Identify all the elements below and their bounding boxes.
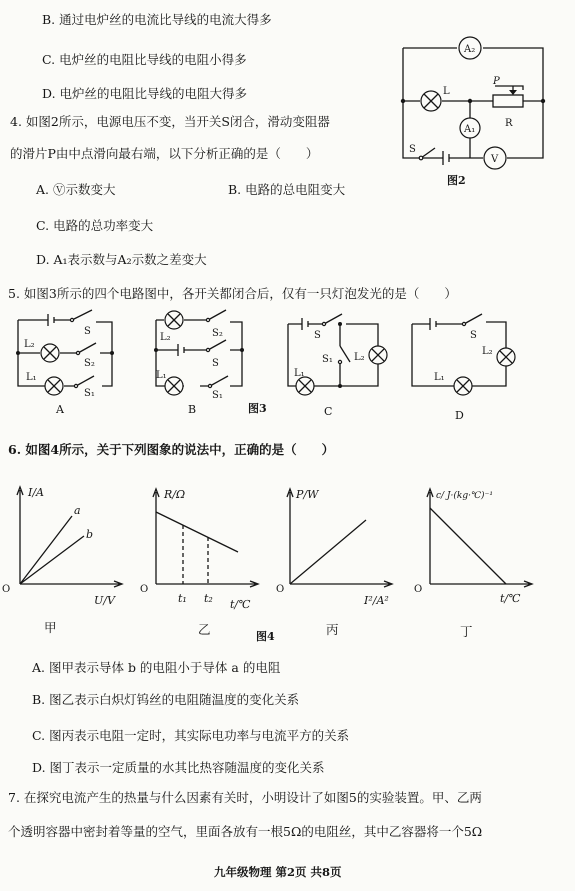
ding-xlabel: t/℃ <box>500 592 521 605</box>
figure-3-label-b: B <box>188 403 197 416</box>
figure-4-name-yi: 乙 <box>198 622 211 637</box>
bing-ylabel: P/W <box>296 488 319 501</box>
figure-3-circuit-a <box>14 316 124 399</box>
ding-origin: O <box>414 584 423 595</box>
q4-option-a: A. Ⓥ示数变大 <box>36 182 116 197</box>
yi-origin: O <box>140 584 149 595</box>
q4-option-c: C. 电路的总功率变大 <box>36 218 154 233</box>
jia-ylabel: I/A <box>28 486 44 499</box>
line-a-b <box>20 516 84 584</box>
q6-option-c: C. 图丙表示电阻一定时，其实际电功率与电流平方的关系 <box>32 728 350 743</box>
figure-4-plot-bing <box>276 484 400 607</box>
jia-xlabel: U/V <box>94 594 115 607</box>
figure-3-circuit-b <box>152 316 252 401</box>
label-s: S <box>212 358 219 369</box>
figure-2-caption: 图2 <box>447 174 466 187</box>
figure-3-circuit-c <box>284 316 394 396</box>
label-s: S <box>314 330 321 341</box>
figure-3-label-d: D <box>455 409 464 422</box>
label-l2: L₂ <box>482 346 493 357</box>
figure-4-plot-jia <box>2 484 128 607</box>
figure-3-caption: 图3 <box>248 402 267 415</box>
label-s1: S₁ <box>212 390 223 401</box>
label-l1: L₁ <box>156 370 167 381</box>
figure-4-name-jia: 甲 <box>44 620 57 635</box>
label-l1: L₁ <box>26 372 37 383</box>
ding-ylabel: c/ J·(kg·℃)⁻¹ <box>436 491 493 501</box>
label-s: S <box>84 326 91 337</box>
q7-line2: 个透明容器中密封着等量的空气，里面各放有一根5Ω的电阻丝，其中乙容器将一个5Ω <box>8 824 483 839</box>
yi-line <box>156 512 238 552</box>
q3-option-c: C. 电炉丝的电阻比导线的电阻小得多 <box>42 52 247 67</box>
figure-3-label-a: A <box>56 403 64 416</box>
label-l2: L₂ <box>160 332 171 343</box>
yi-xlabel: t/℃ <box>230 598 251 611</box>
figure-4-name-bing: 丙 <box>326 622 339 637</box>
ding-line <box>430 508 506 584</box>
q3-option-b: B. 通过电炉丝的电流比导线的电流大得多 <box>42 12 272 27</box>
bing-xlabel: I²/A² <box>364 594 389 607</box>
label-p: P <box>493 76 500 87</box>
bing-line <box>290 520 366 584</box>
q6-option-d: D. 图丁表示一定质量的水其比热容随温度的变化关系 <box>32 760 325 775</box>
yi-ylabel: R/Ω <box>164 488 186 501</box>
label-s2: S₂ <box>84 358 95 369</box>
figure-3-circuit-d <box>408 316 518 396</box>
q4-stem-line2: 的滑片P由中点滑向最右端，以下分析正确的是（ ） <box>10 146 319 161</box>
q6-option-b: B. 图乙表示白炽灯钨丝的电阻随温度的变化关系 <box>32 692 300 707</box>
label-a1: A₁ <box>464 124 476 135</box>
figure-4-name-ding: 丁 <box>460 624 473 639</box>
label-s2: S₂ <box>212 328 223 339</box>
figure-4-plot-ding <box>414 484 558 605</box>
label-v: V <box>491 154 499 165</box>
q5-stem: 5. 如图3所示的四个电路图中，各开关都闭合后，仅有一只灯泡发光的是（ ） <box>8 286 457 301</box>
jia-line-a-label: a <box>74 504 81 517</box>
figure-3-label-c: C <box>324 405 333 418</box>
q4-option-b: B. 电路的总电阻变大 <box>228 182 346 197</box>
figure-4-plot-yi <box>140 484 276 614</box>
label-r: R <box>505 118 513 129</box>
rheostat-r-icon <box>493 95 523 107</box>
label-s1: S₁ <box>84 388 95 399</box>
label-l2: L₂ <box>354 352 365 363</box>
label-l2: L₂ <box>24 339 35 350</box>
label-s: S <box>409 144 416 155</box>
q4-stem-line1: 4. 如图2所示，电源电压不变，当开关S闭合，滑动变阻器 <box>10 114 330 129</box>
page-footer: 九年级物理 第2页 共8页 <box>214 865 342 879</box>
q6-stem: 6. 如图4所示，关于下列图象的说法中，正确的是（ ） <box>8 442 335 457</box>
q3-option-d: D. 电炉丝的电阻比导线的电阻大得多 <box>42 86 248 101</box>
label-l: L <box>443 86 450 97</box>
yi-t1: t₁ <box>178 592 187 605</box>
label-l1: L₁ <box>434 372 445 383</box>
q7-line1: 7. 在探究电流产生的热量与什么因素有关时，小明设计了如图5的实验装置。甲、乙两 <box>8 790 482 805</box>
label-s: S <box>470 330 477 341</box>
jia-origin: O <box>2 584 11 595</box>
bing-origin: O <box>276 584 285 595</box>
figure-2-circuit <box>395 38 555 168</box>
yi-t2: t₂ <box>204 592 213 605</box>
label-s1: S₁ <box>322 354 333 365</box>
figure-4-caption: 图4 <box>256 630 275 643</box>
q6-option-a: A. 图甲表示导体 b 的电阻小于导体 a 的电阻 <box>32 660 281 675</box>
label-a2: A₂ <box>464 44 476 55</box>
jia-line-b-label: b <box>86 528 94 541</box>
label-l1: L₁ <box>294 368 305 379</box>
q4-option-d: D. A₁表示数与A₂示数之差变大 <box>36 252 207 267</box>
